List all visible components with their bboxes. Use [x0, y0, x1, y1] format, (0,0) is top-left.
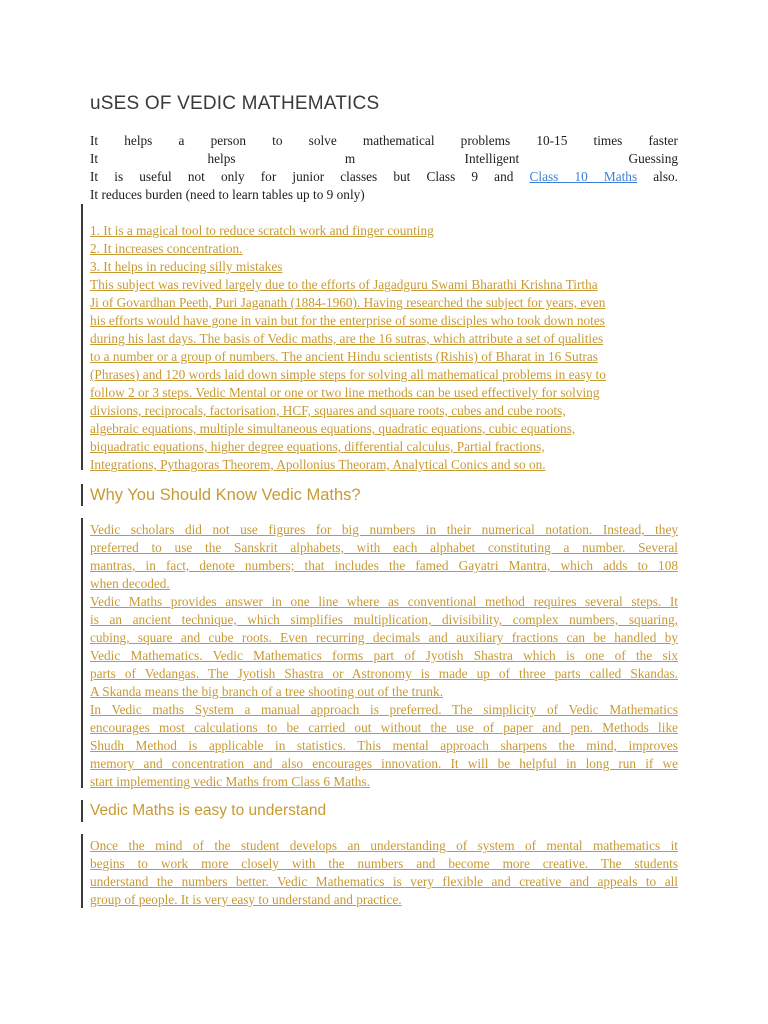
text-line: Integrations, Pythagoras Theorem, Apollonius Theoram, Analytical Conics and so on.	[90, 457, 546, 472]
text-line: during his last days. The basis of Vedic maths, are the 16 sutras, which attribute a set of qualities	[90, 331, 604, 346]
text-line: Vedic scholars did not use figures for big numbers in their numerical notation. Instead, they	[90, 522, 678, 537]
left-margin-bar	[81, 518, 83, 788]
section-why-body	[90, 521, 678, 791]
intro-word: It	[90, 151, 99, 166]
section-heading-easy: Vedic Maths is easy to understand	[90, 802, 327, 819]
text-line: 3. It helps in reducing silly mistakes	[90, 259, 283, 274]
text-line: biquadratic equations, higher degree equations, differential calculus, Partial fractions,	[90, 439, 545, 454]
intro-word: Guessing	[628, 151, 679, 166]
text-line: cubing, square and cube roots. Even recurring decimals and auxiliary fractions can be handled by	[90, 630, 678, 645]
page-title: uSES OF VEDIC MATHEMATICS	[90, 93, 380, 114]
text-line: when decoded.	[90, 576, 170, 591]
text-line: his efforts would have gone in vain but for the enterprise of some disciples who took down notes	[90, 313, 605, 328]
intro-line-3-suffix: also.	[653, 169, 679, 184]
text-line: Vedic Maths provides answer in one line where as conventional method requires several steps. It	[90, 594, 678, 609]
text-line: follow 2 or 3 steps. Vedic Mental or one or two line methods can be used effectively for solving	[90, 385, 600, 400]
class-10-maths-link[interactable]: Class 10 Maths	[529, 169, 638, 184]
text-line: Once the mind of the student develops an understanding of system of mental mathematics it	[90, 838, 678, 853]
intro-word: Intelligent	[464, 151, 520, 166]
intro-line-2	[90, 150, 678, 168]
text-line: Ji of Govardhan Peeth, Puri Jaganath (1884-1960). Having researched the subject for years, even	[90, 295, 606, 310]
left-margin-bar	[81, 204, 83, 470]
text-line: preferred to use the Sanskrit alphabets, with each alphabet constituting a number. Several	[90, 540, 678, 555]
intro-line-1: It helps a person to solve mathematical problems 10-15 times faster	[90, 133, 678, 148]
text-line: 1. It is a magical tool to reduce scratch work and finger counting	[90, 223, 434, 238]
text-line: 2. It increases concentration.	[90, 241, 243, 256]
text-line: divisions, reciprocals, factorisation, HCF, squares and square roots, cubes and cube roots,	[90, 403, 566, 418]
text-line: A Skanda means the big branch of a tree shooting out of the trunk.	[90, 684, 444, 699]
text-line: encourages most calculations to be carried out without the use of paper and pen. Methods like	[90, 720, 678, 735]
intro-line-4: It reduces burden (need to learn tables up to 9 only)	[90, 187, 365, 202]
text-line: mantras, in fact, denote numbers; that includes the famed Gayatri Mantra, which adds to 108	[90, 558, 678, 573]
intro-line-3-text: It is useful not only for junior classes but Class 9 and	[90, 169, 514, 184]
text-line: to a number or a group of numbers. The ancient Hindu scientists (Rishis) of Bharat in 16 Sutras	[90, 349, 598, 364]
text-line: This subject was revived largely due to the efforts of Jagadguru Swami Bharathi Krishna Tirtha	[90, 277, 598, 292]
text-line: begins to work more closely with the numbers and become more creative. The students	[90, 856, 678, 871]
text-line: parts of Vedangas. The Jyotish Shastra or Astronomy is made up of three parts called Skandas.	[90, 666, 678, 681]
text-line: group of people. It is very easy to understand and practice.	[90, 892, 402, 907]
left-margin-bar	[81, 484, 83, 506]
section-easy-body	[90, 837, 678, 909]
text-line: is an ancient technique, which simplifies multiplication, divisibility, complex numbers, squaring,	[90, 612, 678, 627]
section-heading-why: Why You Should Know Vedic Maths?	[90, 486, 361, 504]
intro-line-3	[90, 168, 678, 186]
text-line: Vedic Mathematics. Vedic Mathematics forms part of Jyotish Shastra which is one of the six	[90, 648, 678, 663]
intro-paragraph	[90, 132, 678, 204]
left-margin-bar	[81, 834, 83, 908]
text-line: In Vedic maths System a manual approach is preferred. The simplicity of Vedic Mathematics	[90, 702, 678, 717]
list-block	[90, 222, 678, 474]
text-line: algebraic equations, multiple simultaneous equations, quadratic equations, cubic equations,	[90, 421, 576, 436]
text-line: understand the numbers better. Vedic Mathematics is very flexible and creative and appeals to all	[90, 874, 678, 889]
intro-word: m	[344, 151, 356, 166]
text-line: Shudh Method is applicable in statistics. This mental approach sharpens the mind, improves	[90, 738, 678, 753]
text-line: start implementing vedic Maths from Class 6 Maths.	[90, 774, 370, 789]
left-margin-bar	[81, 800, 83, 822]
text-line: (Phrases) and 120 words laid down simple steps for solving all mathematical problems in easy to	[90, 367, 606, 382]
text-line: memory and concentration and also encourages innovation. It will be helpful in long run if we	[90, 756, 678, 771]
intro-word: helps	[207, 151, 236, 166]
